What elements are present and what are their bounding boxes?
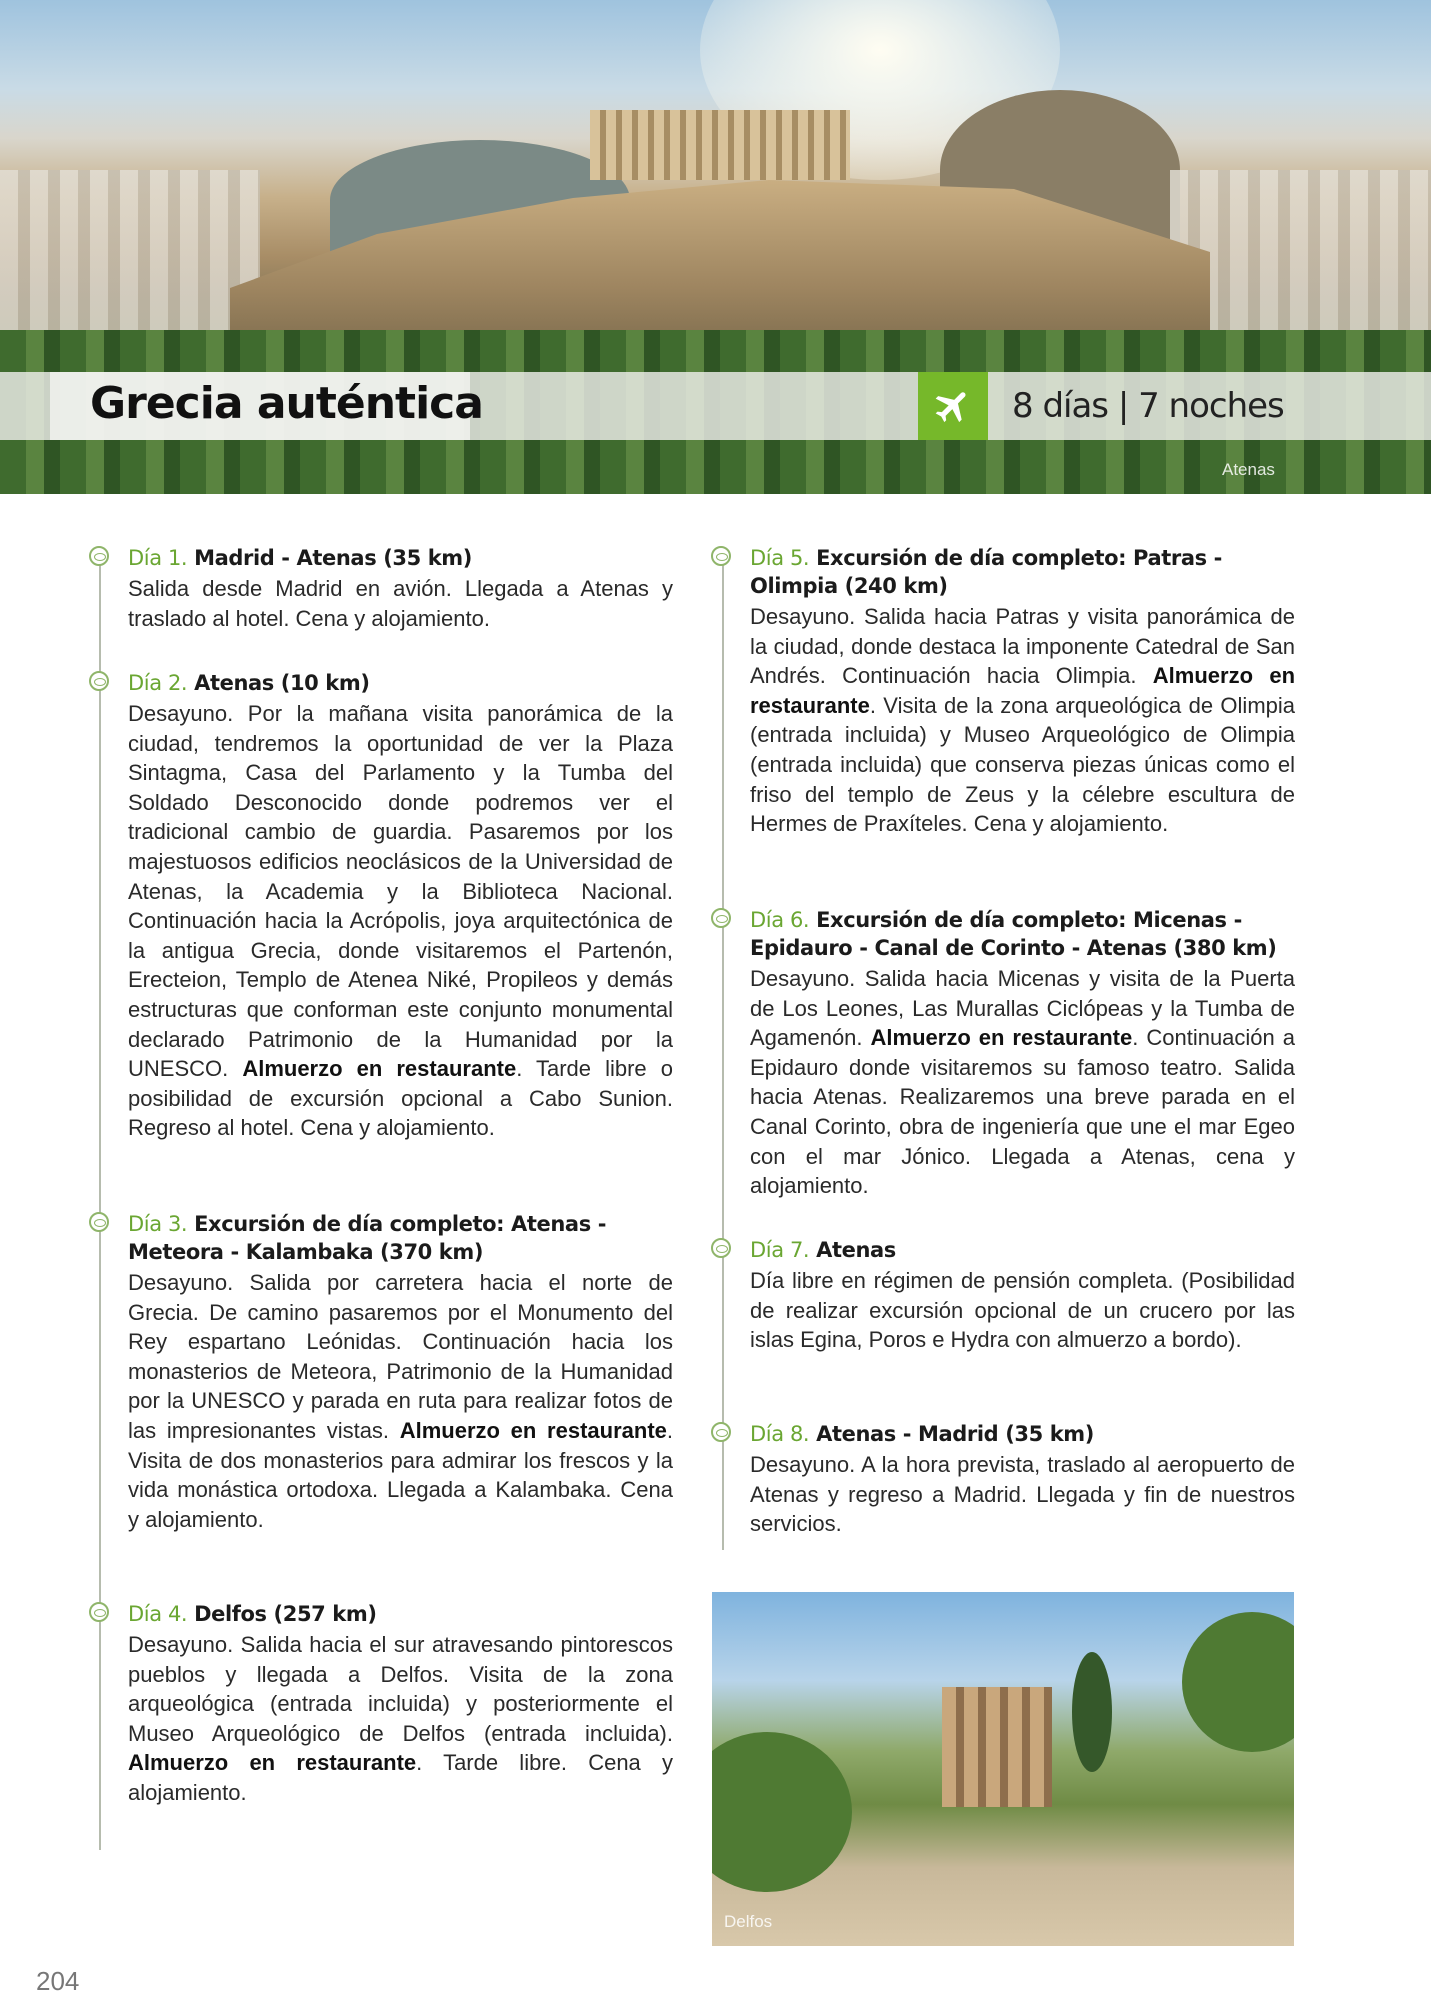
description-text: Día libre en régimen de pensión completa. (Posibilidad de realizar excursión opcional de un crucero por las islas Egina, Poros e Hydra con almuerzo a bordo). — [750, 1268, 1295, 1353]
day-heading — [128, 1600, 673, 1628]
day-title: Atenas - Madrid (35 km) — [816, 1422, 1094, 1446]
description-text: Desayuno. Salida por carretera hacia el norte de Grecia. De camino pasaremos por el Monumento del Rey espartano Leónidas. Continuación hacia los monasterios de Meteora, Patrimonio de la Humanidad por la UNESCO y parada en ruta para realizar fotos de las impresionantes vistas. — [128, 1270, 673, 1443]
photo-caption-delphi: Delfos — [724, 1912, 773, 1931]
description-text: . Visita de dos monasterios para admirar los frescos y la vida monástica ortodoxa. Llegada a Kalambaka. Cena y alojamiento. — [128, 1417, 674, 1532]
itinerary-day — [750, 1236, 1295, 1355]
description-text: . Continuación a Epidauro donde visitaremos su famoso teatro. Salida hacia Atenas. Realizaremos una breve parada en el Canal Corinto, obra de ingeniería que une el mar Egeo con el mar Jónico. Llegada a Atenas, cena y alojamiento. — [750, 1025, 1296, 1199]
itinerary-day — [128, 669, 673, 1143]
description-text: Desayuno. Salida hacia Micenas y visita de la Puerta de Los Leones, Las Murallas Ciclópeas y la Tumba de Agamenón. — [750, 966, 1295, 1051]
day-marker-icon — [711, 1238, 731, 1258]
day-number: Día 5. — [750, 546, 810, 570]
day-number: Día 6. — [750, 908, 810, 932]
day-heading — [750, 1420, 1295, 1448]
day-number: Día 8. — [750, 1422, 810, 1446]
description-text: Desayuno. Por la mañana visita panorámica de la ciudad, tendremos la oportunidad de ver la Plaza Sintagma, Casa del Parlamento y la Tumba del Soldado Desconocido donde podremos ver el tradicional cambio de guardia. Pasaremos por los majestuosos edificios neoclásicos de la Universidad de Atenas, la Academia y la Biblioteca Nacional. Continuación hacia la Acrópolis, joya arquitectónica de la antigua Grecia, donde visitaremos el Partenón, Erecteion, Templo de Atenea Niké, Propileos y demás estructuras que conforman este conjunto monumental declarado Patrimonio de la Humanidad por la UNESCO. — [128, 701, 673, 1082]
description-text: Salida desde Madrid en avión. Llegada a Atenas y traslado al hotel. Cena y alojamiento. — [128, 576, 673, 631]
day-number: Día 1. — [128, 546, 188, 570]
day-title: Atenas — [816, 1238, 896, 1262]
day-title: Excursión de día completo: Patras - Olimpia (240 km) — [750, 546, 1222, 598]
day-title: Atenas (10 km) — [194, 671, 370, 695]
day-marker-icon — [711, 1422, 731, 1442]
delphi-photo — [712, 1592, 1294, 1946]
description-text: . Tarde libre o posibilidad de excursión opcional a Cabo Sunion. Regreso al hotel. Cena y alojamiento. — [128, 1056, 673, 1141]
itinerary-day — [128, 1600, 673, 1808]
day-marker-icon — [89, 546, 109, 566]
day-number: Día 2. — [128, 671, 188, 695]
day-marker-icon — [89, 671, 109, 691]
page-title: Grecia auténtica — [90, 378, 483, 429]
description-text: Desayuno. Salida hacia Patras y visita panorámica de la ciudad, donde destaca la imponente Catedral de San Andrés. Continuación hacia Olimpia. — [750, 604, 1295, 689]
day-number: Día 7. — [750, 1238, 810, 1262]
highlight-text: Almuerzo en restaurante — [870, 1025, 1133, 1051]
day-title: Madrid - Atenas (35 km) — [194, 546, 472, 570]
description-text: Desayuno. Salida hacia el sur atravesando pintorescos pueblos y llegada a Delfos. Visita de la zona arqueológica (entrada incluida) y posteriormente el Museo Arqueológico de Delfos (entrada incluida). — [128, 1632, 673, 1746]
day-marker-icon — [89, 1212, 109, 1232]
description-text: Desayuno. A la hora prevista, traslado al aeropuerto de Atenas y regreso a Madrid. Llegada y fin de nuestros servicios. — [750, 1452, 1295, 1537]
day-title: Delfos (257 km) — [194, 1602, 377, 1626]
day-description — [128, 1630, 673, 1808]
itinerary-day — [750, 544, 1295, 839]
day-description — [750, 602, 1295, 839]
day-number: Día 4. — [128, 1602, 188, 1626]
timeline-right — [722, 550, 724, 1550]
day-title: Excursión de día completo: Atenas - Meteora - Kalambaka (370 km) — [128, 1212, 607, 1264]
itinerary-day — [128, 1210, 673, 1534]
itinerary-day — [128, 544, 673, 633]
timeline-left — [99, 550, 101, 1850]
day-heading — [128, 544, 673, 572]
day-heading — [750, 1236, 1295, 1264]
day-heading — [128, 1210, 673, 1266]
day-description — [750, 1450, 1295, 1539]
day-marker-icon — [711, 546, 731, 566]
itinerary-day — [750, 906, 1295, 1201]
day-marker-icon — [711, 908, 731, 928]
itinerary-day — [750, 1420, 1295, 1539]
day-description — [128, 574, 673, 633]
trip-duration: 8 días | 7 noches — [1012, 386, 1284, 426]
day-number: Día 3. — [128, 1212, 188, 1236]
highlight-text: Almuerzo en restaurante — [128, 1750, 417, 1776]
highlight-text: Almuerzo en restaurante — [750, 663, 1296, 718]
day-title: Excursión de día completo: Micenas - Epidauro - Canal de Corinto - Atenas (380 km) — [750, 908, 1277, 960]
airplane-icon — [918, 372, 988, 440]
highlight-text: Almuerzo en restaurante — [242, 1056, 517, 1082]
day-description — [128, 1268, 673, 1534]
page-number: 204 — [36, 1966, 80, 1996]
day-heading — [750, 906, 1295, 962]
day-description — [750, 1266, 1295, 1355]
highlight-text: Almuerzo en restaurante — [399, 1417, 667, 1443]
day-description — [128, 699, 673, 1143]
day-heading — [128, 669, 673, 697]
day-marker-icon — [89, 1602, 109, 1622]
photo-caption-athens: Atenas — [1222, 460, 1275, 479]
description-text: . Visita de la zona arqueológica de Olimpia (entrada incluida) y Museo Arqueológico de Olimpia (entrada incluida) que conserva piezas únicas como el friso del templo de Zeus y la célebre escultura de Hermes de Praxíteles. Cena y alojamiento. — [750, 692, 1295, 837]
day-description — [750, 964, 1295, 1201]
day-heading — [750, 544, 1295, 600]
description-text: . Tarde libre. Cena y alojamiento. — [128, 1750, 673, 1805]
